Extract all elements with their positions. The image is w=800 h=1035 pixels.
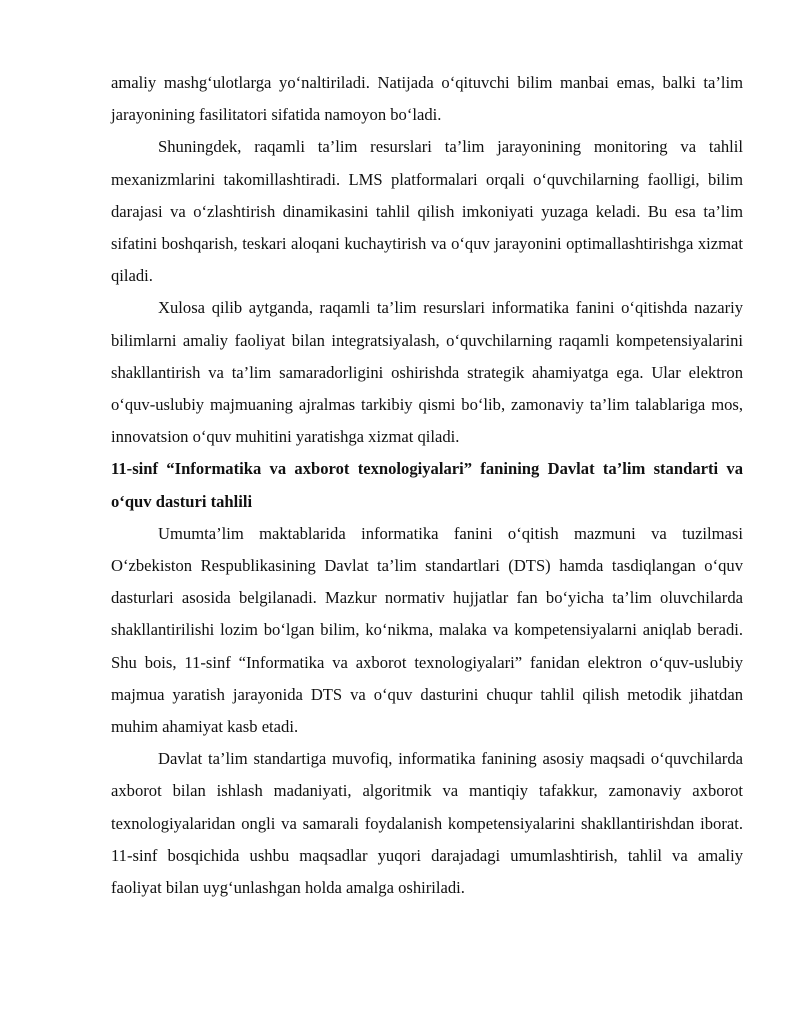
paragraph-continuation: amaliy mashg‘ulotlarga yo‘naltiriladi. Natijada o‘qituvchi bilim manbai emas, balki ta’lim jarayonining fasilitatori sifatida namoyon bo‘ladi. — [111, 73, 743, 125]
section-heading: 11-sinf “Informatika va axborot texnologiyalari” fanining Davlat ta’lim standarti va o‘quv dasturi tahlili — [111, 459, 743, 511]
paragraph-conclusion: Xulosa qilib aytganda, raqamli ta’lim resurslari informatika fanini o‘qitishda nazariy bilimlarni amaliy faoliyat bilan integratsiyalash, o‘quvchilarning raqamli kompetensiyalarini shakllantirish va ta’lim samaradorligini oshirishda strategik ahamiyatga ega. Ular elektron o‘quv-uslubiy majmuaning ajralmas tarkibiy qismi bo‘lib, zamonaviy ta’lim talablariga mos, innovatsion o‘quv muhitini yaratishga xizmat qiladi. — [111, 298, 743, 447]
paragraph-dts-intro: Umumta’lim maktablarida informatika fanini o‘qitish mazmuni va tuzilmasi O‘zbekiston Respublikasining Davlat ta’lim standartlari (DTS) hamda tasdiqlangan o‘quv dasturlari asosida belgilanadi. Mazkur normativ hujjatlar fan bo‘yicha ta’lim oluvchilarda shakllantirilishi lozim bo‘lgan bilim, ko‘nikma, malaka va kompetensiyalarni aniqlab beradi. Shu bois, 11-sinf “Informatika va axborot texnologiyalari” fanidan elektron o‘quv-uslubiy majmua yaratish jarayonida DTS va o‘quv dasturini chuqur tahlil qilish metodik jihatdan muhim ahamiyat kasb etadi. — [111, 523, 743, 737]
paragraph-dts-goals: Davlat ta’lim standartiga muvofiq, informatika fanining asosiy maqsadi o‘quvchilarda axborot bilan ishlash madaniyati, algoritmik va mantiqiy tafakkur, zamonaviy axborot texnologiyalaridan ongli va samarali foydalanish kompetensiyalarini shakllantirishdan iborat. 11-sinf bosqichida ushbu maqsadlar yuqori darajadagi umumlashtirish, tahlil va amaliy faoliyat bilan uyg‘unlashgan holda amalga oshiriladi. — [111, 749, 743, 898]
document-page — [111, 67, 743, 904]
paragraph-lms-monitoring: Shuningdek, raqamli ta’lim resurslari ta’lim jarayonining monitoring va tahlil mexanizmlarini takomillashtiradi. LMS platformalari orqali o‘quvchilarning faolligi, bilim darajasi va o‘zlashtirish dinamikasini tahlil qilish imkoniyati yuzaga keladi. Bu esa ta’lim sifatini boshqarish, teskari aloqani kuchaytirish va o‘quv jarayonini optimallashtirishga xizmat qiladi. — [111, 137, 743, 286]
